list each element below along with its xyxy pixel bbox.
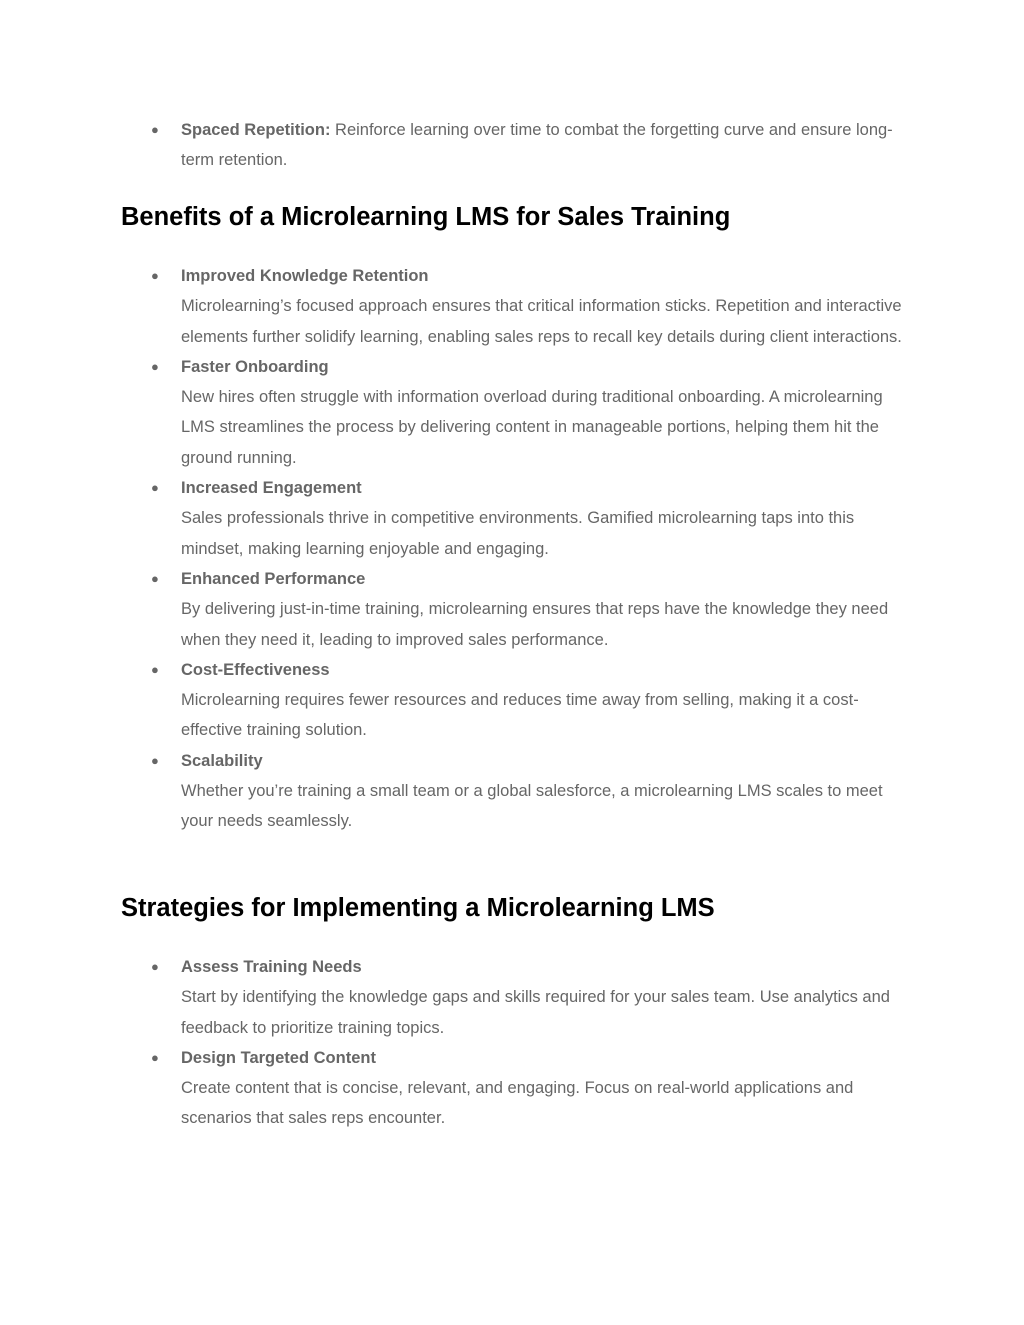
item-term: Improved Knowledge Retention (181, 267, 429, 285)
item-term: Scalability (181, 751, 263, 770)
list-item (121, 952, 911, 1043)
section-heading-strategies: Strategies for Implementing a Microlearning LMS (121, 894, 715, 922)
item-description: Create content that is concise, relevant, and engaging. Focus on real-world applications and scenarios that sales reps encounter. (181, 1079, 854, 1128)
list-item (121, 473, 911, 564)
item-description: Start by identifying the knowledge gaps and skills required for your sales team. Use analytics and feedback to prioritize training topics. (181, 988, 890, 1037)
item-description: New hires often struggle with information overload during traditional onboarding. A microlearning LMS streamlines the process by delivering content in manageable portions, helping them hit the ground running. (181, 388, 883, 467)
bullet-icon: ● (151, 1049, 159, 1065)
bullet-icon: ● (151, 480, 159, 496)
bullet-icon: ● (151, 661, 159, 677)
list-item (121, 115, 911, 176)
bullet-icon: ● (151, 959, 159, 974)
bullet-icon: ● (151, 122, 159, 137)
item-term: Faster Onboarding (181, 357, 329, 376)
item-description: Microlearning requires fewer resources and reduces time away from selling, making it a cost-effective training solution. (181, 691, 859, 740)
benefits-bullet-list (121, 261, 911, 837)
bullet-icon: ● (151, 752, 159, 768)
list-item (121, 655, 911, 746)
list-item (121, 564, 911, 655)
item-term: Cost-Effectiveness (181, 660, 330, 679)
bullet-icon: ● (151, 268, 159, 283)
item-term: Enhanced Performance (181, 569, 366, 588)
item-term: Increased Engagement (181, 479, 362, 498)
intro-bullet-list (121, 115, 911, 176)
item-term: Spaced Repetition: (181, 121, 331, 139)
item-description: Microlearning’s focused approach ensures that critical information sticks. Repetition and interactive elements further solidify learning, enabling sales reps to recall key details during client interactions. (181, 297, 902, 346)
item-description: By delivering just-in-time training, microlearning ensures that reps have the knowledge they need when they need it, leading to improved sales performance. (181, 600, 889, 649)
list-item (121, 1043, 911, 1134)
bullet-icon: ● (151, 570, 159, 586)
item-description: Sales professionals thrive in competitive environments. Gamified microlearning taps into this mindset, making learning enjoyable and engaging. (181, 509, 855, 558)
item-description: Reinforce learning over time to combat the forgetting curve and ensure long-term retention. (181, 121, 893, 170)
list-item (121, 746, 911, 837)
bullet-icon: ● (151, 358, 159, 374)
item-term: Assess Training Needs (181, 958, 362, 976)
item-description: Whether you’re training a small team or a global salesforce, a microlearning LMS scales to meet your needs seamlessly. (181, 782, 883, 831)
section-heading-benefits: Benefits of a Microlearning LMS for Sales Training (121, 203, 731, 231)
item-term: Design Targeted Content (181, 1048, 376, 1067)
strategies-bullet-list (121, 952, 911, 1134)
list-item (121, 352, 911, 473)
list-item (121, 261, 911, 352)
